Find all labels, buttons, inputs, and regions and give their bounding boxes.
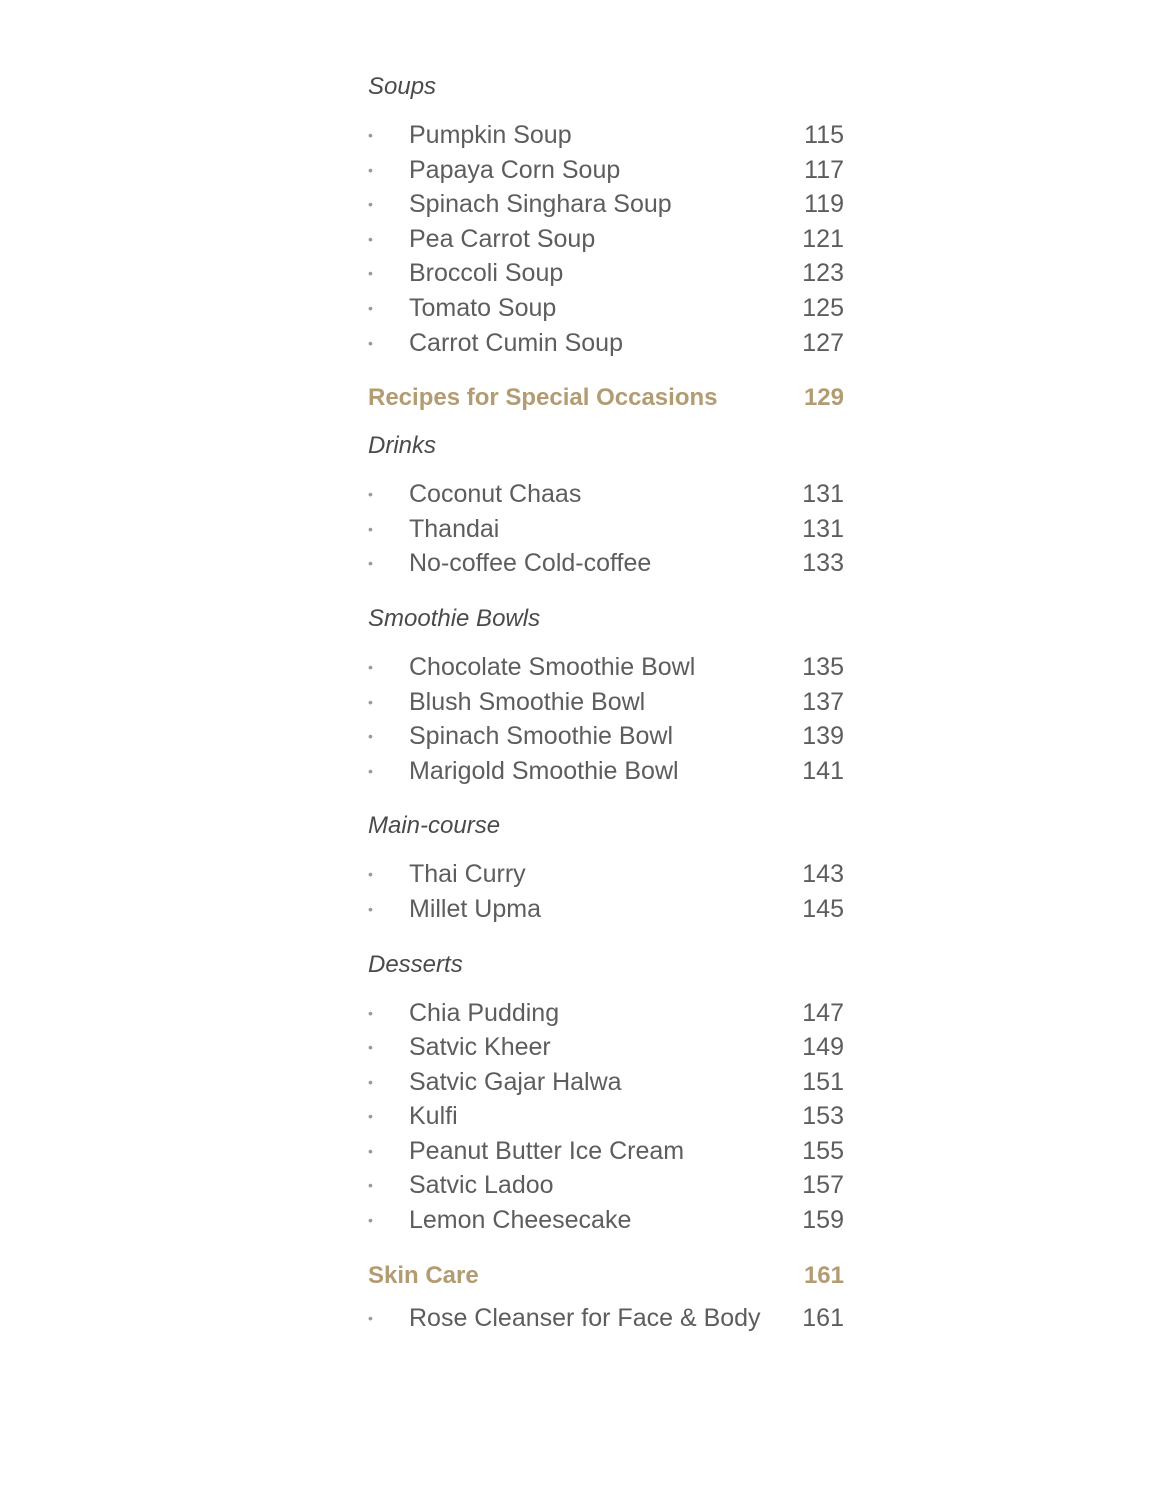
toc-entry[interactable] <box>368 222 844 257</box>
bullet-icon: • <box>368 900 373 917</box>
toc-entry[interactable] <box>368 326 844 361</box>
section-page-number: 129 <box>803 384 844 412</box>
subsection-heading: Drinks <box>368 432 437 460</box>
toc-entry-page-number: 161 <box>802 1303 844 1332</box>
toc-entry-title: Kulfi <box>409 1102 458 1131</box>
toc-entry-page-number: 127 <box>802 328 844 357</box>
bullet-icon: • <box>368 728 373 745</box>
toc-subsection <box>368 429 844 581</box>
toc-entry[interactable] <box>368 1301 844 1336</box>
bullet-icon: • <box>368 486 373 503</box>
toc-entry[interactable] <box>368 892 844 927</box>
toc-entry-title: Satvic Gajar Halwa <box>409 1067 622 1096</box>
toc-entry-page-number: 159 <box>802 1206 844 1235</box>
section-heading[interactable] <box>368 381 844 415</box>
toc-entry[interactable] <box>368 996 844 1031</box>
toc-entry-page-number: 149 <box>802 1033 844 1062</box>
toc-entry-page-number: 141 <box>802 756 844 785</box>
toc-entry[interactable] <box>368 1168 844 1203</box>
subsection-heading: Smoothie Bowls <box>368 604 541 632</box>
toc-entry[interactable] <box>368 754 844 789</box>
toc-entry[interactable] <box>368 512 844 547</box>
toc-entry-title: Millet Upma <box>409 894 541 923</box>
toc-entry[interactable] <box>368 118 844 153</box>
toc-entry-title: Satvic Ladoo <box>409 1171 554 1200</box>
toc-entry-page-number: 121 <box>802 224 844 253</box>
toc-entry-title: Thandai <box>409 514 500 543</box>
toc-entry-title: Marigold Smoothie Bowl <box>409 756 679 785</box>
toc-entry-page-number: 131 <box>802 480 844 509</box>
bullet-icon: • <box>368 161 373 178</box>
toc-entry-page-number: 153 <box>802 1102 844 1131</box>
section-title: Skin Care <box>368 1261 479 1289</box>
toc-entry-page-number: 131 <box>802 514 844 543</box>
bullet-icon: • <box>368 230 373 247</box>
section-heading[interactable] <box>368 1259 844 1293</box>
toc-entry-title: Spinach Smoothie Bowl <box>409 722 674 751</box>
toc-entry-title: Peanut Butter Ice Cream <box>409 1136 685 1165</box>
toc-entry-title: No-coffee Cold-coffee <box>409 549 652 578</box>
bullet-icon: • <box>368 1073 373 1090</box>
bullet-icon: • <box>368 520 373 537</box>
toc-entry[interactable] <box>368 1134 844 1169</box>
toc-entry-page-number: 137 <box>802 687 844 716</box>
toc-entry[interactable] <box>368 256 844 291</box>
toc-entry-title: Spinach Singhara Soup <box>409 190 672 219</box>
toc-entry-title: Carrot Cumin Soup <box>409 328 623 357</box>
subsection-heading: Main-course <box>368 812 501 840</box>
toc-entry-page-number: 133 <box>802 549 844 578</box>
toc-subsection <box>368 809 844 926</box>
toc-entry-page-number: 157 <box>802 1171 844 1200</box>
bullet-icon: • <box>368 299 373 316</box>
section-page-number: 161 <box>803 1261 844 1289</box>
toc-entry[interactable] <box>368 719 844 754</box>
bullet-icon: • <box>368 1004 373 1021</box>
toc-entry[interactable] <box>368 857 844 892</box>
toc-subsection <box>368 948 844 1238</box>
toc-subsection <box>368 70 844 360</box>
toc-entry-title: Papaya Corn Soup <box>409 155 621 184</box>
bullet-icon: • <box>368 1309 373 1326</box>
bullet-icon: • <box>368 1212 373 1229</box>
toc-entry-title: Pumpkin Soup <box>409 121 572 149</box>
subsection-heading: Soups <box>368 73 437 100</box>
toc-entry-page-number: 115 <box>804 121 844 149</box>
toc-entry[interactable] <box>368 153 844 188</box>
toc-entry-title: Tomato Soup <box>409 293 557 322</box>
toc-entry[interactable] <box>368 291 844 326</box>
toc-entry-title: Chocolate Smoothie Bowl <box>409 652 696 681</box>
toc-entry-title: Rose Cleanser for Face & Body <box>409 1303 761 1332</box>
toc-entry-page-number: 135 <box>802 652 844 681</box>
bullet-icon: • <box>368 1039 373 1056</box>
toc-entry-title: Blush Smoothie Bowl <box>409 687 646 716</box>
toc-entry-page-number: 117 <box>804 155 844 184</box>
toc-entry[interactable] <box>368 1065 844 1100</box>
bullet-icon: • <box>368 265 373 282</box>
toc-entry-page-number: 139 <box>802 722 844 751</box>
toc-entry-title: Chia Pudding <box>409 998 560 1027</box>
table-of-contents <box>368 70 844 1335</box>
toc-entry-page-number: 147 <box>802 998 844 1027</box>
toc-section <box>368 1259 844 1336</box>
section-title: Recipes for Special Occasions <box>368 384 718 412</box>
toc-entry-page-number: 145 <box>802 894 844 923</box>
toc-entry[interactable] <box>368 685 844 720</box>
toc-entry-page-number: 119 <box>804 190 844 219</box>
toc-entry-title: Thai Curry <box>409 860 526 889</box>
toc-entry[interactable] <box>368 546 844 581</box>
toc-entry-title: Lemon Cheesecake <box>409 1206 632 1235</box>
toc-entry[interactable] <box>368 187 844 222</box>
toc-entry-page-number: 123 <box>802 259 844 288</box>
toc-entry-page-number: 151 <box>802 1067 844 1096</box>
toc-entry[interactable] <box>368 650 844 685</box>
bullet-icon: • <box>368 1142 373 1159</box>
bullet-icon: • <box>368 555 373 572</box>
toc-section <box>368 381 844 415</box>
toc-entry[interactable] <box>368 1203 844 1238</box>
toc-subsection <box>368 602 844 788</box>
toc-entry-page-number: 155 <box>802 1136 844 1165</box>
bullet-icon: • <box>368 762 373 779</box>
bullet-icon: • <box>368 658 373 675</box>
toc-entry[interactable] <box>368 1099 844 1134</box>
bullet-icon: • <box>368 866 373 883</box>
bullet-icon: • <box>368 196 373 213</box>
bullet-icon: • <box>368 1108 373 1125</box>
bullet-icon: • <box>368 334 373 351</box>
toc-entry-page-number: 125 <box>802 293 844 322</box>
subsection-heading: Desserts <box>368 950 463 978</box>
toc-entry-title: Broccoli Soup <box>409 259 564 288</box>
bullet-icon: • <box>368 1177 373 1194</box>
toc-entry-title: Pea Carrot Soup <box>409 224 596 253</box>
toc-entry-title: Satvic Kheer <box>409 1033 551 1062</box>
bullet-icon: • <box>368 127 373 143</box>
toc-entry[interactable] <box>368 1030 844 1065</box>
toc-entry[interactable] <box>368 477 844 512</box>
bullet-icon: • <box>368 693 373 710</box>
toc-entry-page-number: 143 <box>802 860 844 889</box>
toc-entry-title: Coconut Chaas <box>409 480 582 509</box>
